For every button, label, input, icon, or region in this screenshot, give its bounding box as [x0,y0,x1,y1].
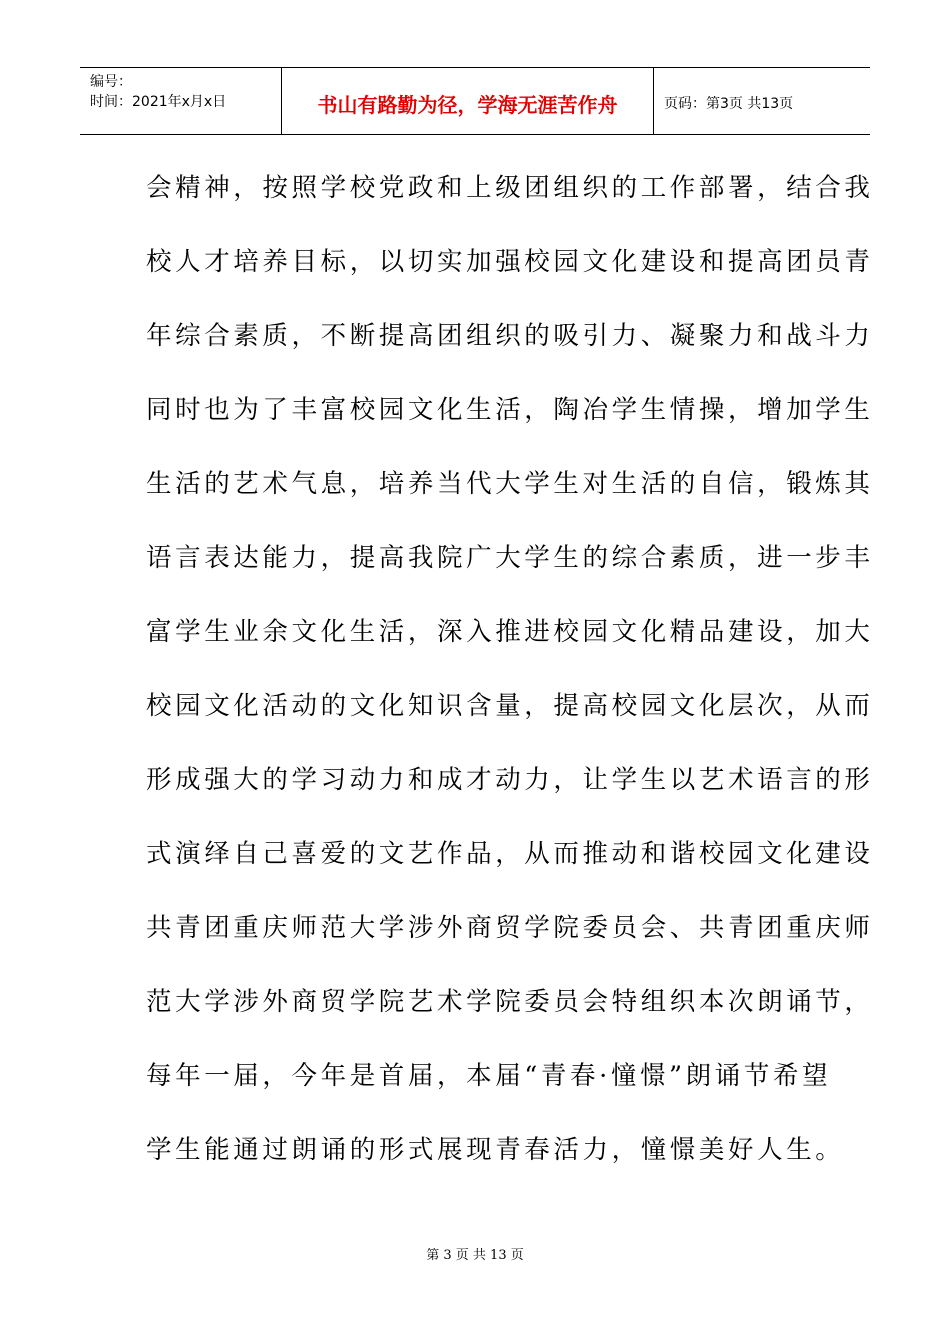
body-line: 范大学涉外商贸学院艺术学院委员会特组织本次朗诵节， [146,987,874,1017]
body-line: 生活的艺术气息，培养当代大学生对生活的自信，锻炼其 [146,469,874,499]
body-line: 同时也为了丰富校园文化生活，陶冶学生情操，增加学生 [146,395,874,425]
body-line: 富学生业余文化生活，深入推进校园文化精品建设，加大 [146,617,874,647]
body-line: 共青团重庆师范大学涉外商贸学院委员会、共青团重庆师 [146,913,874,943]
page-footer: 第 3 页 共 13 页 [426,1248,524,1263]
header-motto: 书山有路勤为径，学海无涯苦作舟 [282,68,654,134]
body-line: 语言表达能力，提高我院广大学生的综合素质，进一步丰 [146,543,874,573]
body-line: 每年一届，今年是首届，本届“青春·憧憬”朗诵节希望 [146,1061,832,1091]
document-number-label: 编号： [90,74,132,90]
body-line: 校园文化活动的文化知识含量，提高校园文化层次，从而 [146,691,874,721]
body-line: 学生能通过朗诵的形式展现青春活力，憧憬美好人生。 [146,1135,845,1165]
document-body [146,168,874,1204]
header-meta [80,68,282,134]
body-line: 式演绎自己喜爱的文艺作品，从而推动和谐校园文化建设 [146,839,874,869]
body-line: 年综合素质，不断提高团组织的吸引力、凝聚力和战斗力 [146,321,874,351]
document-date: 时间：2021年x月x日 [90,94,227,110]
body-line: 会精神，按照学校党政和上级团组织的工作部署，结合我 [146,173,874,203]
header-page-info: 页码：第3页 共13页 [664,96,794,112]
body-line: 校人才培养目标，以切实加强校园文化建设和提高团员青 [146,247,874,277]
body-line: 形成强大的学习动力和成才动力，让学生以艺术语言的形 [146,765,874,795]
page-header [80,67,870,135]
